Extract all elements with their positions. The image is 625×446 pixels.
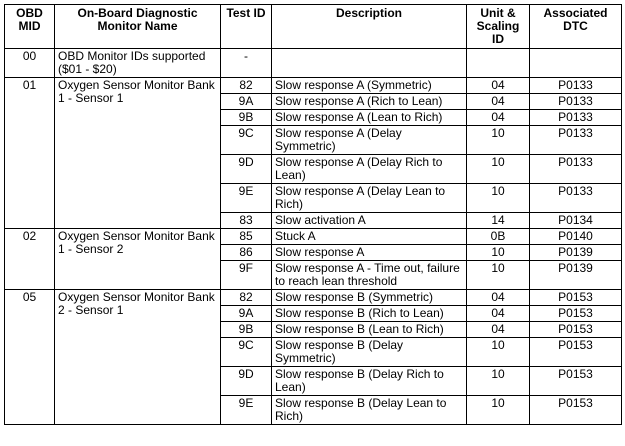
description-cell: Stuck A [272,229,467,245]
test-id-cell: 85 [221,229,272,245]
test-id-cell: 9B [221,322,272,338]
header-description: Description [272,5,467,49]
description-cell [272,49,467,78]
unit-scaling-cell: 10 [467,367,530,396]
table-row [5,290,622,306]
unit-scaling-cell [467,49,530,78]
associated-dtc-cell: P0153 [530,322,622,338]
header-row [5,5,622,49]
table-row [5,229,622,245]
unit-scaling-cell: 04 [467,306,530,322]
unit-scaling-cell: 10 [467,338,530,367]
header-monitor-name: On-Board Diagnostic Monitor Name [55,5,221,49]
associated-dtc-cell: P0133 [530,184,622,213]
unit-scaling-cell: 04 [467,78,530,94]
associated-dtc-cell: P0153 [530,290,622,306]
description-cell: Slow response A (Delay Lean to Rich) [272,184,467,213]
obd-mid-cell: 00 [5,49,55,78]
description-cell: Slow response A (Symmetric) [272,78,467,94]
monitor-name-cell: Oxygen Sensor Monitor Bank 1 - Sensor 1 [55,78,221,229]
test-id-cell: 9C [221,126,272,155]
description-cell: Slow response A (Lean to Rich) [272,110,467,126]
obd-monitor-table [4,4,622,425]
test-id-cell: 9C [221,338,272,367]
test-id-cell: 82 [221,78,272,94]
monitor-name-cell: OBD Monitor IDs supported ($01 - $20) [55,49,221,78]
unit-scaling-cell: 10 [467,184,530,213]
test-id-cell: 86 [221,245,272,261]
associated-dtc-cell: P0153 [530,396,622,425]
obd-mid-cell: 05 [5,290,55,425]
associated-dtc-cell: P0153 [530,367,622,396]
associated-dtc-cell: P0133 [530,126,622,155]
test-id-cell: 9A [221,94,272,110]
test-id-cell: - [221,49,272,78]
table-header [5,5,622,49]
test-id-cell: 9E [221,396,272,425]
test-id-cell: 82 [221,290,272,306]
associated-dtc-cell: P0139 [530,245,622,261]
description-cell: Slow response A (Delay Rich to Lean) [272,155,467,184]
description-cell: Slow response A - Time out, failure to reach lean threshold [272,261,467,290]
test-id-cell: 9D [221,367,272,396]
description-cell: Slow activation A [272,213,467,229]
test-id-cell: 9D [221,155,272,184]
unit-scaling-cell: 04 [467,110,530,126]
description-cell: Slow response B (Lean to Rich) [272,322,467,338]
description-cell: Slow response B (Delay Rich to Lean) [272,367,467,396]
header-test-id: Test ID [221,5,272,49]
associated-dtc-cell: P0153 [530,306,622,322]
test-id-cell: 9B [221,110,272,126]
unit-scaling-cell: 10 [467,396,530,425]
description-cell: Slow response B (Delay Symmetric) [272,338,467,367]
test-id-cell: 9F [221,261,272,290]
unit-scaling-cell: 04 [467,322,530,338]
obd-monitor-table-container [4,4,622,425]
associated-dtc-cell: P0133 [530,110,622,126]
monitor-name-cell: Oxygen Sensor Monitor Bank 1 - Sensor 2 [55,229,221,290]
unit-scaling-cell: 10 [467,261,530,290]
description-cell: Slow response B (Delay Lean to Rich) [272,396,467,425]
associated-dtc-cell [530,49,622,78]
test-id-cell: 9E [221,184,272,213]
test-id-cell: 9A [221,306,272,322]
associated-dtc-cell: P0139 [530,261,622,290]
description-cell: Slow response A (Rich to Lean) [272,94,467,110]
associated-dtc-cell: P0133 [530,155,622,184]
header-associated-dtc: Associated DTC [530,5,622,49]
unit-scaling-cell: 0B [467,229,530,245]
associated-dtc-cell: P0133 [530,94,622,110]
unit-scaling-cell: 10 [467,155,530,184]
unit-scaling-cell: 10 [467,126,530,155]
description-cell: Slow response A [272,245,467,261]
unit-scaling-cell: 14 [467,213,530,229]
unit-scaling-cell: 10 [467,245,530,261]
description-cell: Slow response B (Symmetric) [272,290,467,306]
associated-dtc-cell: P0140 [530,229,622,245]
associated-dtc-cell: P0134 [530,213,622,229]
table-body [5,49,622,425]
monitor-name-cell: Oxygen Sensor Monitor Bank 2 - Sensor 1 [55,290,221,425]
obd-mid-cell: 02 [5,229,55,290]
associated-dtc-cell: P0133 [530,78,622,94]
obd-mid-cell: 01 [5,78,55,229]
test-id-cell: 83 [221,213,272,229]
table-row [5,78,622,94]
unit-scaling-cell: 04 [467,94,530,110]
description-cell: Slow response A (Delay Symmetric) [272,126,467,155]
description-cell: Slow response B (Rich to Lean) [272,306,467,322]
table-row [5,49,622,78]
header-unit-scaling-id: Unit & Scaling ID [467,5,530,49]
associated-dtc-cell: P0153 [530,338,622,367]
unit-scaling-cell: 04 [467,290,530,306]
header-obd-mid: OBD MID [5,5,55,49]
